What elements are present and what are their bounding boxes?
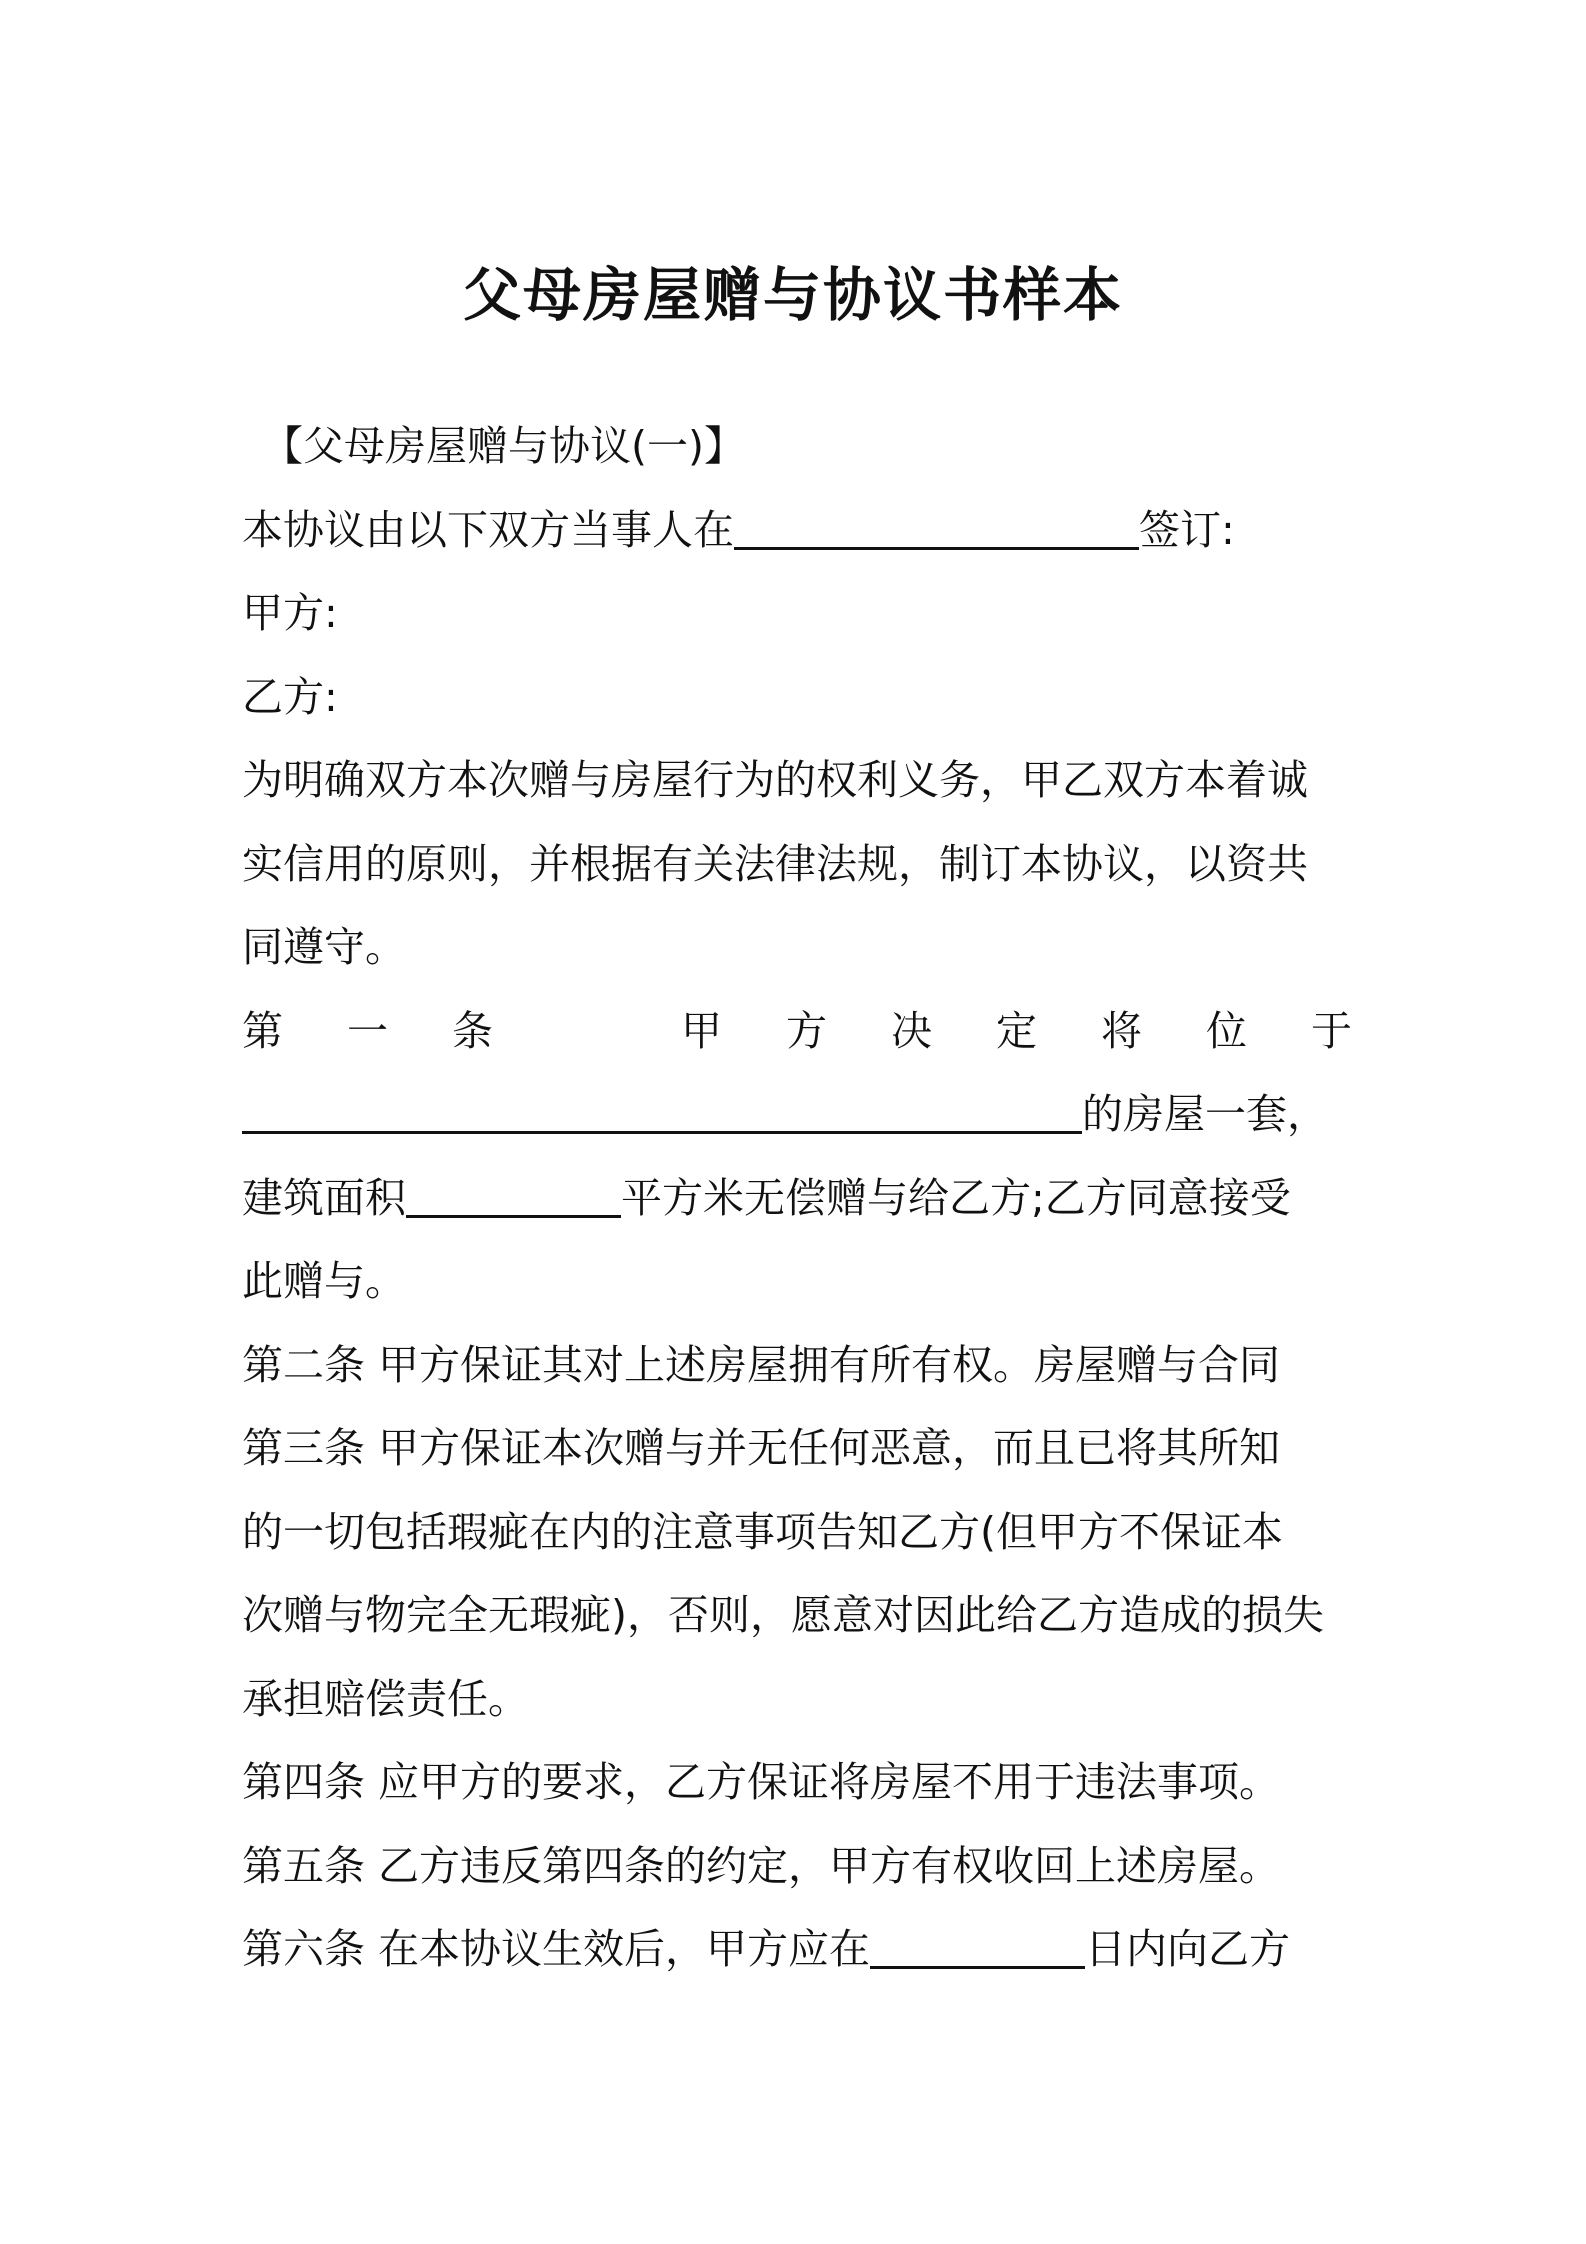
document-body (242, 405, 1352, 1992)
article3-line: 第三条 甲方保证本次赠与并无任何恶意，而且已将其所知 (242, 1424, 1281, 1472)
article1-heading-line (242, 990, 1352, 1074)
article1-char: 于 (1311, 1006, 1352, 1055)
article5-line: 第五条 乙方违反第四条的约定，甲方有权收回上述房屋。 (242, 1841, 1281, 1890)
article6-after: 日内向乙方 (1085, 1925, 1291, 1973)
article6-before: 第六条 在本协议生效后，甲方应在 (242, 1925, 871, 1973)
article1-last-line: 此赠与。 (242, 1257, 406, 1305)
article1-char: 定 (996, 1006, 1037, 1055)
article1-char: 一 (347, 1006, 388, 1055)
article1-char: 决 (891, 1006, 932, 1055)
party-a-line: 甲方: (242, 589, 338, 637)
article3-line: 承担赔偿责任。 (242, 1674, 529, 1723)
article1-area-before: 建筑面积 (242, 1173, 406, 1222)
intro-line (242, 489, 1352, 573)
article1-gap (557, 990, 617, 1074)
intro-text-before: 本协议由以下双方当事人在 (242, 505, 734, 554)
article1-char: 将 (1101, 1006, 1142, 1055)
article1-house-text: 的房屋一套， (1082, 1090, 1328, 1138)
days-blank (870, 1916, 1085, 1969)
article2-line: 第二条 甲方保证其对上述房屋拥有所有权。房屋赠与合同 (242, 1340, 1281, 1389)
section-heading: 【父母房屋赠与协议(一)】 (262, 422, 745, 470)
house-location-blank (242, 1081, 1082, 1134)
article1-house-line (242, 1073, 1352, 1157)
article3-line: 的一切包括瑕疵在内的注意事项告知乙方(但甲方不保证本 (242, 1507, 1283, 1556)
article1-char: 条 (452, 1006, 493, 1055)
preamble-line: 为明确双方本次赠与房屋行为的权利义务，甲乙双方本着诚 (242, 756, 1308, 804)
article1-char: 位 (1206, 1006, 1247, 1055)
article6-line (242, 1908, 1352, 1992)
article3-line: 次赠与物完全无瑕疵)，否则，愿意对因此给乙方造成的损失 (242, 1591, 1324, 1639)
article1-char: 方 (786, 1006, 827, 1055)
article1-char: 甲 (681, 1006, 722, 1055)
building-area-blank (406, 1165, 621, 1218)
article1-char: 第 (242, 1006, 283, 1055)
preamble-line: 实信用的原则，并根据有关法律法规，制订本协议，以资共 (242, 839, 1308, 888)
preamble-line: 同遵守。 (242, 923, 406, 971)
article4-line: 第四条 应甲方的要求，乙方保证将房屋不用于违法事项。 (242, 1758, 1281, 1806)
intro-text-after: 签订: (1139, 505, 1235, 554)
article1-area-after: 平方米无偿赠与给乙方;乙方同意接受 (621, 1173, 1291, 1222)
signing-place-blank (734, 497, 1139, 550)
document-title: 父母房屋赠与协议书样本 (462, 261, 1123, 329)
party-b-line: 乙方: (242, 672, 338, 721)
article1-area-line (242, 1157, 1352, 1241)
